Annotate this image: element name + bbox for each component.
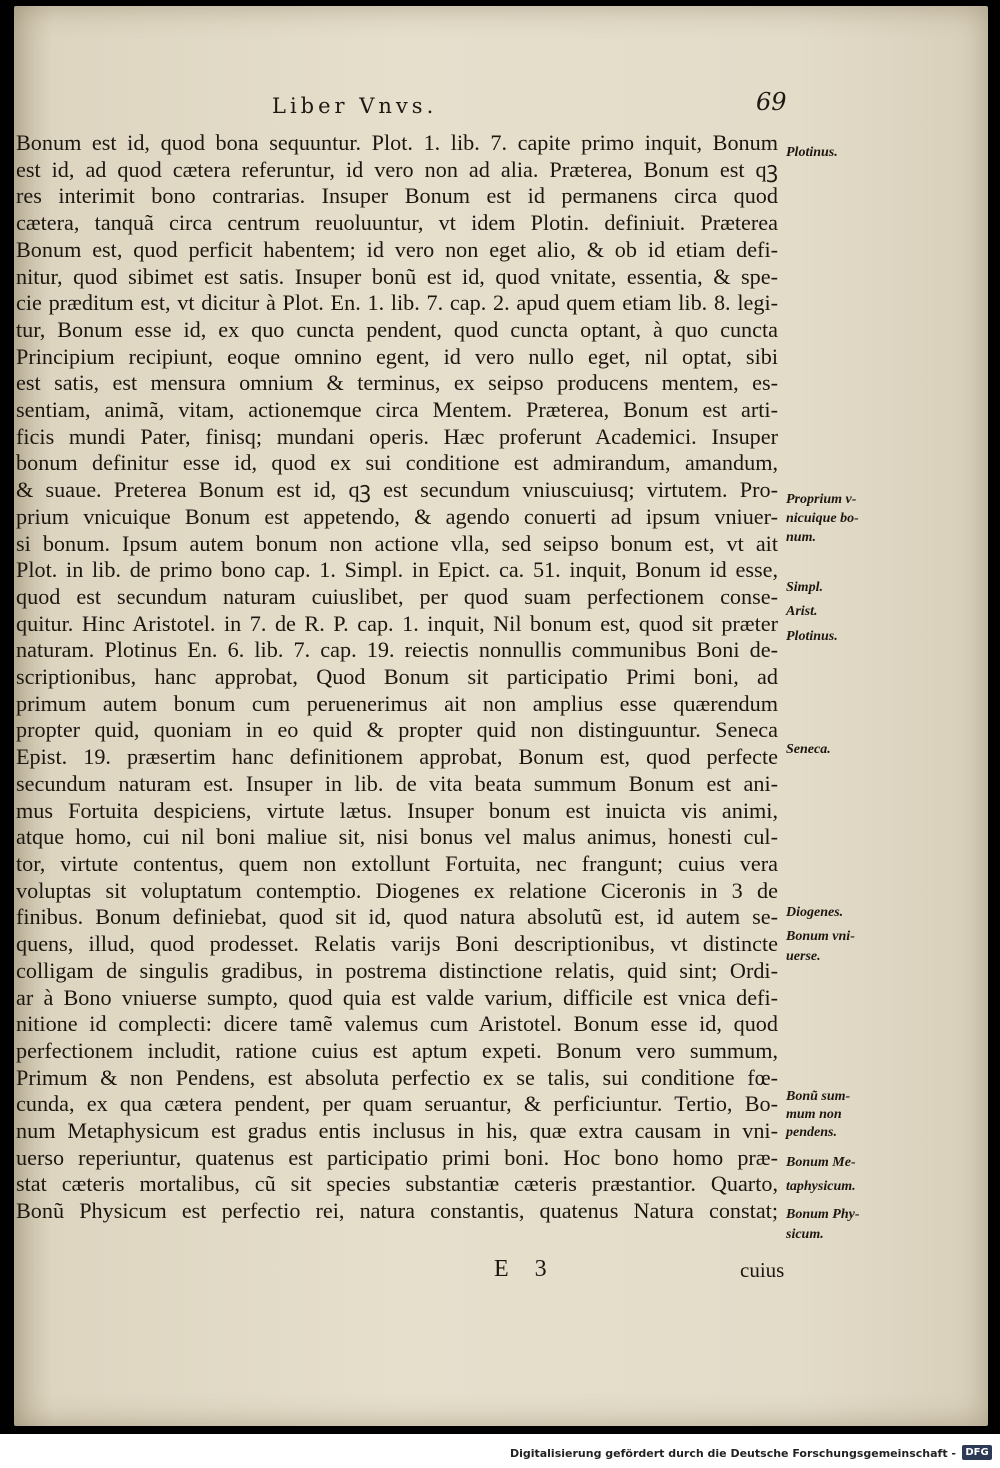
catchword: cuius (740, 1258, 785, 1282)
book-page (14, 6, 988, 1426)
text-line: Bonum est id, quod bona sequuntur. Plot. 1. lib. 7. capite primo inquit, Bonum (16, 130, 778, 155)
text-line: mus Fortuita despiciens, virtute lætus. Insuper bonum est inuicta vis animi, (16, 797, 778, 823)
text-line: ficis mundi Pater, finisq; mundani operis. Hæc proferunt Academici. Insuper (16, 423, 778, 449)
text-line: si bonum. Ipsum autem bonum non actione vlla, sed seipso bonum est, vt ait (16, 530, 778, 556)
text-line: quens, illud, quod prodesset. Relatis varijs Boni descriptionibus, vt distincte (16, 931, 778, 957)
text-line: num Metaphysicum est gradus entis inclusus in his, quæ extra causam in vni- (16, 1118, 778, 1144)
text-line: finibus. Bonum definiebat, quod sit id, quod natura absolutũ est, id autem se- (16, 904, 778, 930)
page-number: 69 (756, 88, 787, 116)
text-line: Bonũ Physicum est perfectio rei, natura constantis, quatenus Natura constat; (16, 1198, 778, 1224)
footer-bar (0, 1434, 1000, 1468)
text-line: cunda, ex qua cætera pendent, per quam seruantur, & perficiuntur. Tertio, Bo- (16, 1091, 778, 1117)
text-line: nitur, quod sibimet est satis. Insuper bonũ est id, quod vnitate, essentia, & spe- (16, 263, 778, 289)
page-header (14, 88, 988, 134)
text-line: Principium recipiunt, eoque omnino egent, id vero nullo eget, nil optat, sibi (16, 343, 778, 369)
margin-note: mum non (786, 1107, 842, 1122)
text-line: voluptas sit voluptatum contemptio. Diogenes ex relatione Ciceronis in 3 de (16, 877, 778, 903)
margin-note: Bonũ sum- (786, 1089, 851, 1104)
margin-note: Simpl. (786, 580, 823, 595)
text-line: propter quid, quoniam in eo quid & propter quid non distinguuntur. Seneca (16, 717, 778, 743)
text-line: Bonum est, quod perficit habentem; id vero non eget alio, & ob id etiam defi- (16, 236, 778, 262)
margin-note: Bonum Me- (786, 1155, 856, 1170)
running-title: Liber Vnvs. (272, 94, 438, 118)
margin-note: nicuique bo- (786, 511, 859, 526)
text-line: res interimit bono contrarias. Insuper Bonum est id permanens circa quod (16, 183, 778, 209)
text-line: cie præditum est, vt dicitur à Plot. En. 1. lib. 7. cap. 2. apud quem etiam lib. 8. legi- (16, 290, 778, 316)
body-text (16, 130, 778, 1225)
dfg-logo: DFG (962, 1445, 992, 1460)
text-line: est id, ad quod cætera referuntur, id vero non ad alia. Præterea, Bonum est qꝫ (16, 156, 778, 182)
margin-note: Bonum vni- (786, 929, 855, 944)
text-line: Primum & non Pendens, est absoluta perfectio ex se talis, sui conditione fœ- (16, 1064, 778, 1090)
text-line: Epist. 19. præsertim hanc definitionem approbat, Bonum est, quod perfecte (16, 744, 778, 770)
text-line: tor, virtute contentus, quem non extollunt Fortuita, nec frangunt; cuius vera (16, 850, 778, 876)
margin-note: num. (786, 530, 816, 545)
text-line: perfectionem includit, ratione cuius est aptum expeti. Bonum vero summum, (16, 1037, 778, 1063)
text-line: quod est secundum naturam cuiuslibet, per quod suam perfectionem conse- (16, 583, 778, 609)
margin-note: uerse. (786, 949, 821, 964)
margin-note: Arist. (786, 604, 818, 619)
margin-note: Plotinus. (786, 629, 838, 644)
text-line: naturam. Plotinus En. 6. lib. 7. cap. 19. reiectis nonnullis communibus Boni de- (16, 637, 778, 663)
text-line: est satis, est mensura omnium & terminus, ex seipso producens mentem, es- (16, 370, 778, 396)
margin-note: taphysicum. (786, 1179, 856, 1194)
text-line: scriptionibus, hanc approbat, Quod Bonum sit participatio Primi boni, ad (16, 664, 778, 690)
text-line: primum autem bonum cum peruenerimus ait non amplius esse quærendum (16, 690, 778, 716)
text-line: sentiam, animã, vitam, actionemque circa Mentem. Præterea, Bonum est arti- (16, 397, 778, 423)
text-line: tur, Bonum esse id, ex quo cuncta pendent, quod cuncta optant, à quo cuncta (16, 316, 778, 342)
text-line: & suaue. Preterea Bonum est id, qꝫ est secundum vniuscuiusq; virtutem. Pro- (16, 477, 778, 503)
text-line: bonum definitur esse id, quod ex sui conditione est admirandum, amandum, (16, 450, 778, 476)
text-line: atque homo, cui nil boni maliue sit, nisi bonus vel malus animus, honesti cul- (16, 824, 778, 850)
margin-note: pendens. (786, 1125, 837, 1140)
funding-credit: Digitalisierung gefördert durch die Deutsche Forschungsgemeinschaft - (509, 1447, 956, 1460)
margin-note: Plotinus. (786, 145, 838, 160)
margin-note: sicum. (786, 1227, 824, 1242)
text-line: quitur. Hinc Aristotel. in 7. de R. P. cap. 1. inquit, Nil bonum est, quod sit præter (16, 610, 778, 636)
text-line: colligam de singulis gradibus, in postrema distinctione relatis, quid sint; Ordi- (16, 957, 778, 983)
text-line: ar à Bono vniuerse sumpto, quod quia est valde varium, difficile est vnica defi- (16, 984, 778, 1010)
text-line: cætera, tanquã circa centrum reuoluuntur, vt idem Plotin. definiuit. Præterea (16, 210, 778, 236)
margin-note: Proprium v- (786, 492, 857, 507)
text-line: nitione id complecti: dicere tamẽ valemus cum Aristotel. Bonum esse id, quod (16, 1011, 778, 1037)
margin-note: Bonum Phy- (786, 1207, 860, 1222)
margin-note: Seneca. (786, 742, 831, 757)
text-line: Plot. in lib. de primo bono cap. 1. Simpl. in Epict. ca. 51. inquit, Bonum id esse, (16, 557, 778, 583)
text-line: prium vnicuique Bonum est appetendo, & agendo conuerti ad ipsum vniuer- (16, 503, 778, 529)
text-line: uerso reperiuntur, quatenus est participatio primi boni. Hoc bono homo præ- (16, 1144, 778, 1170)
margin-note: Diogenes. (786, 905, 844, 920)
text-line: stat cæteris mortalibus, cũ sit species substantiæ cæteris præstantior. Quarto, (16, 1171, 778, 1197)
text-line: secundum naturam est. Insuper in lib. de vita beata summum Bonum est ani- (16, 770, 778, 796)
signature-mark: E 3 (494, 1256, 557, 1282)
